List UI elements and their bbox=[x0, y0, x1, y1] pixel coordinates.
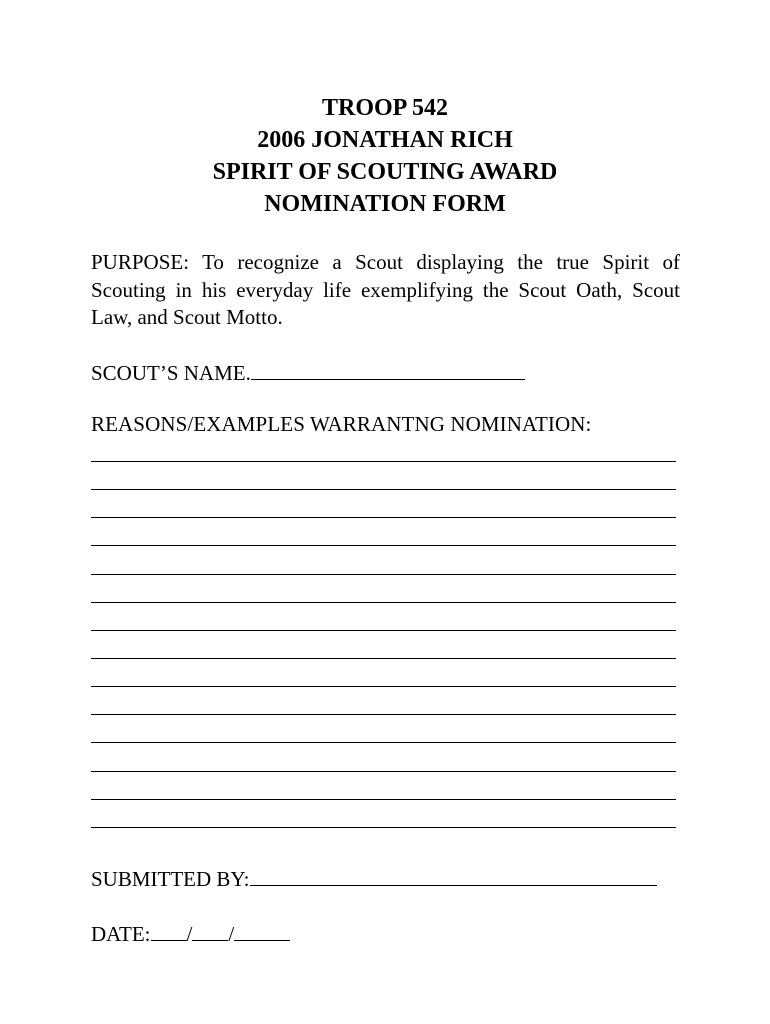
date-day-blank[interactable] bbox=[192, 918, 228, 941]
reason-line[interactable] bbox=[91, 602, 676, 630]
reason-line[interactable] bbox=[91, 489, 676, 517]
reason-line[interactable] bbox=[91, 686, 676, 714]
reason-line[interactable] bbox=[91, 545, 676, 573]
reason-line[interactable] bbox=[91, 630, 676, 658]
date-year-blank[interactable] bbox=[234, 918, 290, 941]
reasons-lines[interactable] bbox=[91, 461, 676, 855]
title-troop: TROOP 542 bbox=[321, 95, 448, 121]
submitted-by-field bbox=[91, 863, 657, 893]
submitted-by-blank[interactable] bbox=[250, 863, 657, 886]
reason-line[interactable] bbox=[91, 827, 676, 855]
date-label: DATE: bbox=[91, 922, 151, 946]
scout-name-field bbox=[91, 357, 525, 387]
reasons-label: REASONS/EXAMPLES WARRANTNG NOMINATION: bbox=[91, 412, 592, 436]
reason-line[interactable] bbox=[91, 714, 676, 742]
reason-line[interactable] bbox=[91, 742, 676, 770]
reason-line[interactable] bbox=[91, 517, 676, 545]
submitted-by-label: SUBMITTED BY: bbox=[91, 867, 250, 891]
reason-line[interactable] bbox=[91, 461, 676, 489]
scout-name-blank[interactable] bbox=[251, 357, 525, 380]
date-month-blank[interactable] bbox=[151, 918, 187, 941]
date-separator: / bbox=[186, 922, 193, 946]
title-form-name: NOMINATION FORM bbox=[264, 191, 506, 217]
scout-name-label: SCOUT’S NAME. bbox=[91, 361, 251, 385]
reason-line[interactable] bbox=[91, 799, 676, 827]
date-field bbox=[91, 918, 290, 948]
reason-line[interactable] bbox=[91, 574, 676, 602]
form-title bbox=[0, 92, 770, 220]
title-award-name: SPIRIT OF SCOUTING AWARD bbox=[212, 159, 558, 185]
reason-line[interactable] bbox=[91, 771, 676, 799]
purpose-paragraph: PURPOSE: To recognize a Scout displaying the true Spirit of Scouting in his everyday life exemplifying the Scout Oath, Scout Law, and Scout Motto. bbox=[91, 250, 680, 329]
date-separator: / bbox=[228, 922, 235, 946]
title-award-year-name: 2006 JONATHAN RICH bbox=[257, 127, 513, 153]
reason-line[interactable] bbox=[91, 658, 676, 686]
